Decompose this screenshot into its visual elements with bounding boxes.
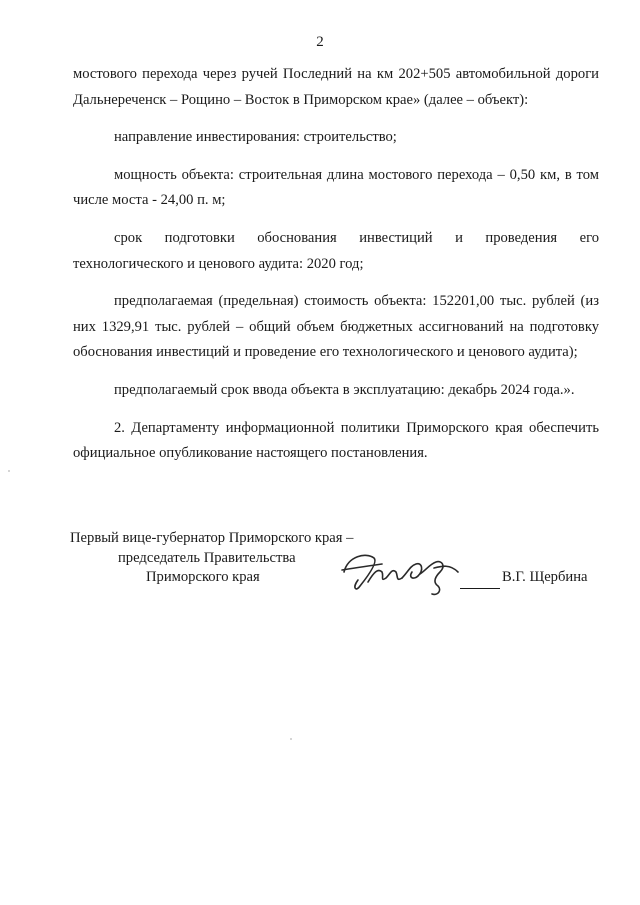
signer-position-line-1: Первый вице-губернатор Приморского края – [70, 530, 354, 546]
signature-underline [460, 588, 500, 589]
paragraph-commissioning-date: предполагаемый срок ввода объекта в эксплуатацию: декабрь 2024 года.». [114, 381, 575, 398]
paragraph-preparation-term: срок подготовки обоснования инвестиций и проведения его технологического и ценового аудита: 2020 год; [73, 229, 599, 272]
scan-speck [8, 470, 10, 472]
paragraph-object-capacity: мощность объекта: строительная длина мостового перехода – 0,50 км, в том числе моста - 24,00 п. м; [73, 166, 599, 209]
scan-speck [290, 738, 292, 740]
signer-position-line-2: председатель Правительства [118, 550, 296, 566]
paragraph-object-description: мостового перехода через ручей Последний на км 202+505 автомобильной дороги Дальнереченск – Рощино – Восток в Приморском крае» (далее – объект): [73, 66, 599, 108]
handwritten-signature [338, 542, 468, 602]
page-number: 2 [316, 34, 324, 50]
signer-name: В.Г. Щербина [502, 569, 588, 585]
signer-position-line-3: Приморского края [146, 569, 260, 585]
paragraph-investment-direction: направление инвестирования: строительство; [114, 129, 397, 146]
paragraph-estimated-cost: предполагаемая (предельная) стоимость объекта: 152201,00 тыс. рублей (из них 1329,91 тыс. рублей – общий объем бюджетных ассигнований на подготовку обоснования инвестиций и проведение его технологического и ценового аудита); [73, 293, 599, 361]
paragraph-publication-order: 2. Департаменту информационной политики Приморского края обеспечить официальное опубликование настоящего постановления. [73, 419, 599, 462]
document-body [73, 62, 599, 467]
signature-block [0, 530, 640, 610]
